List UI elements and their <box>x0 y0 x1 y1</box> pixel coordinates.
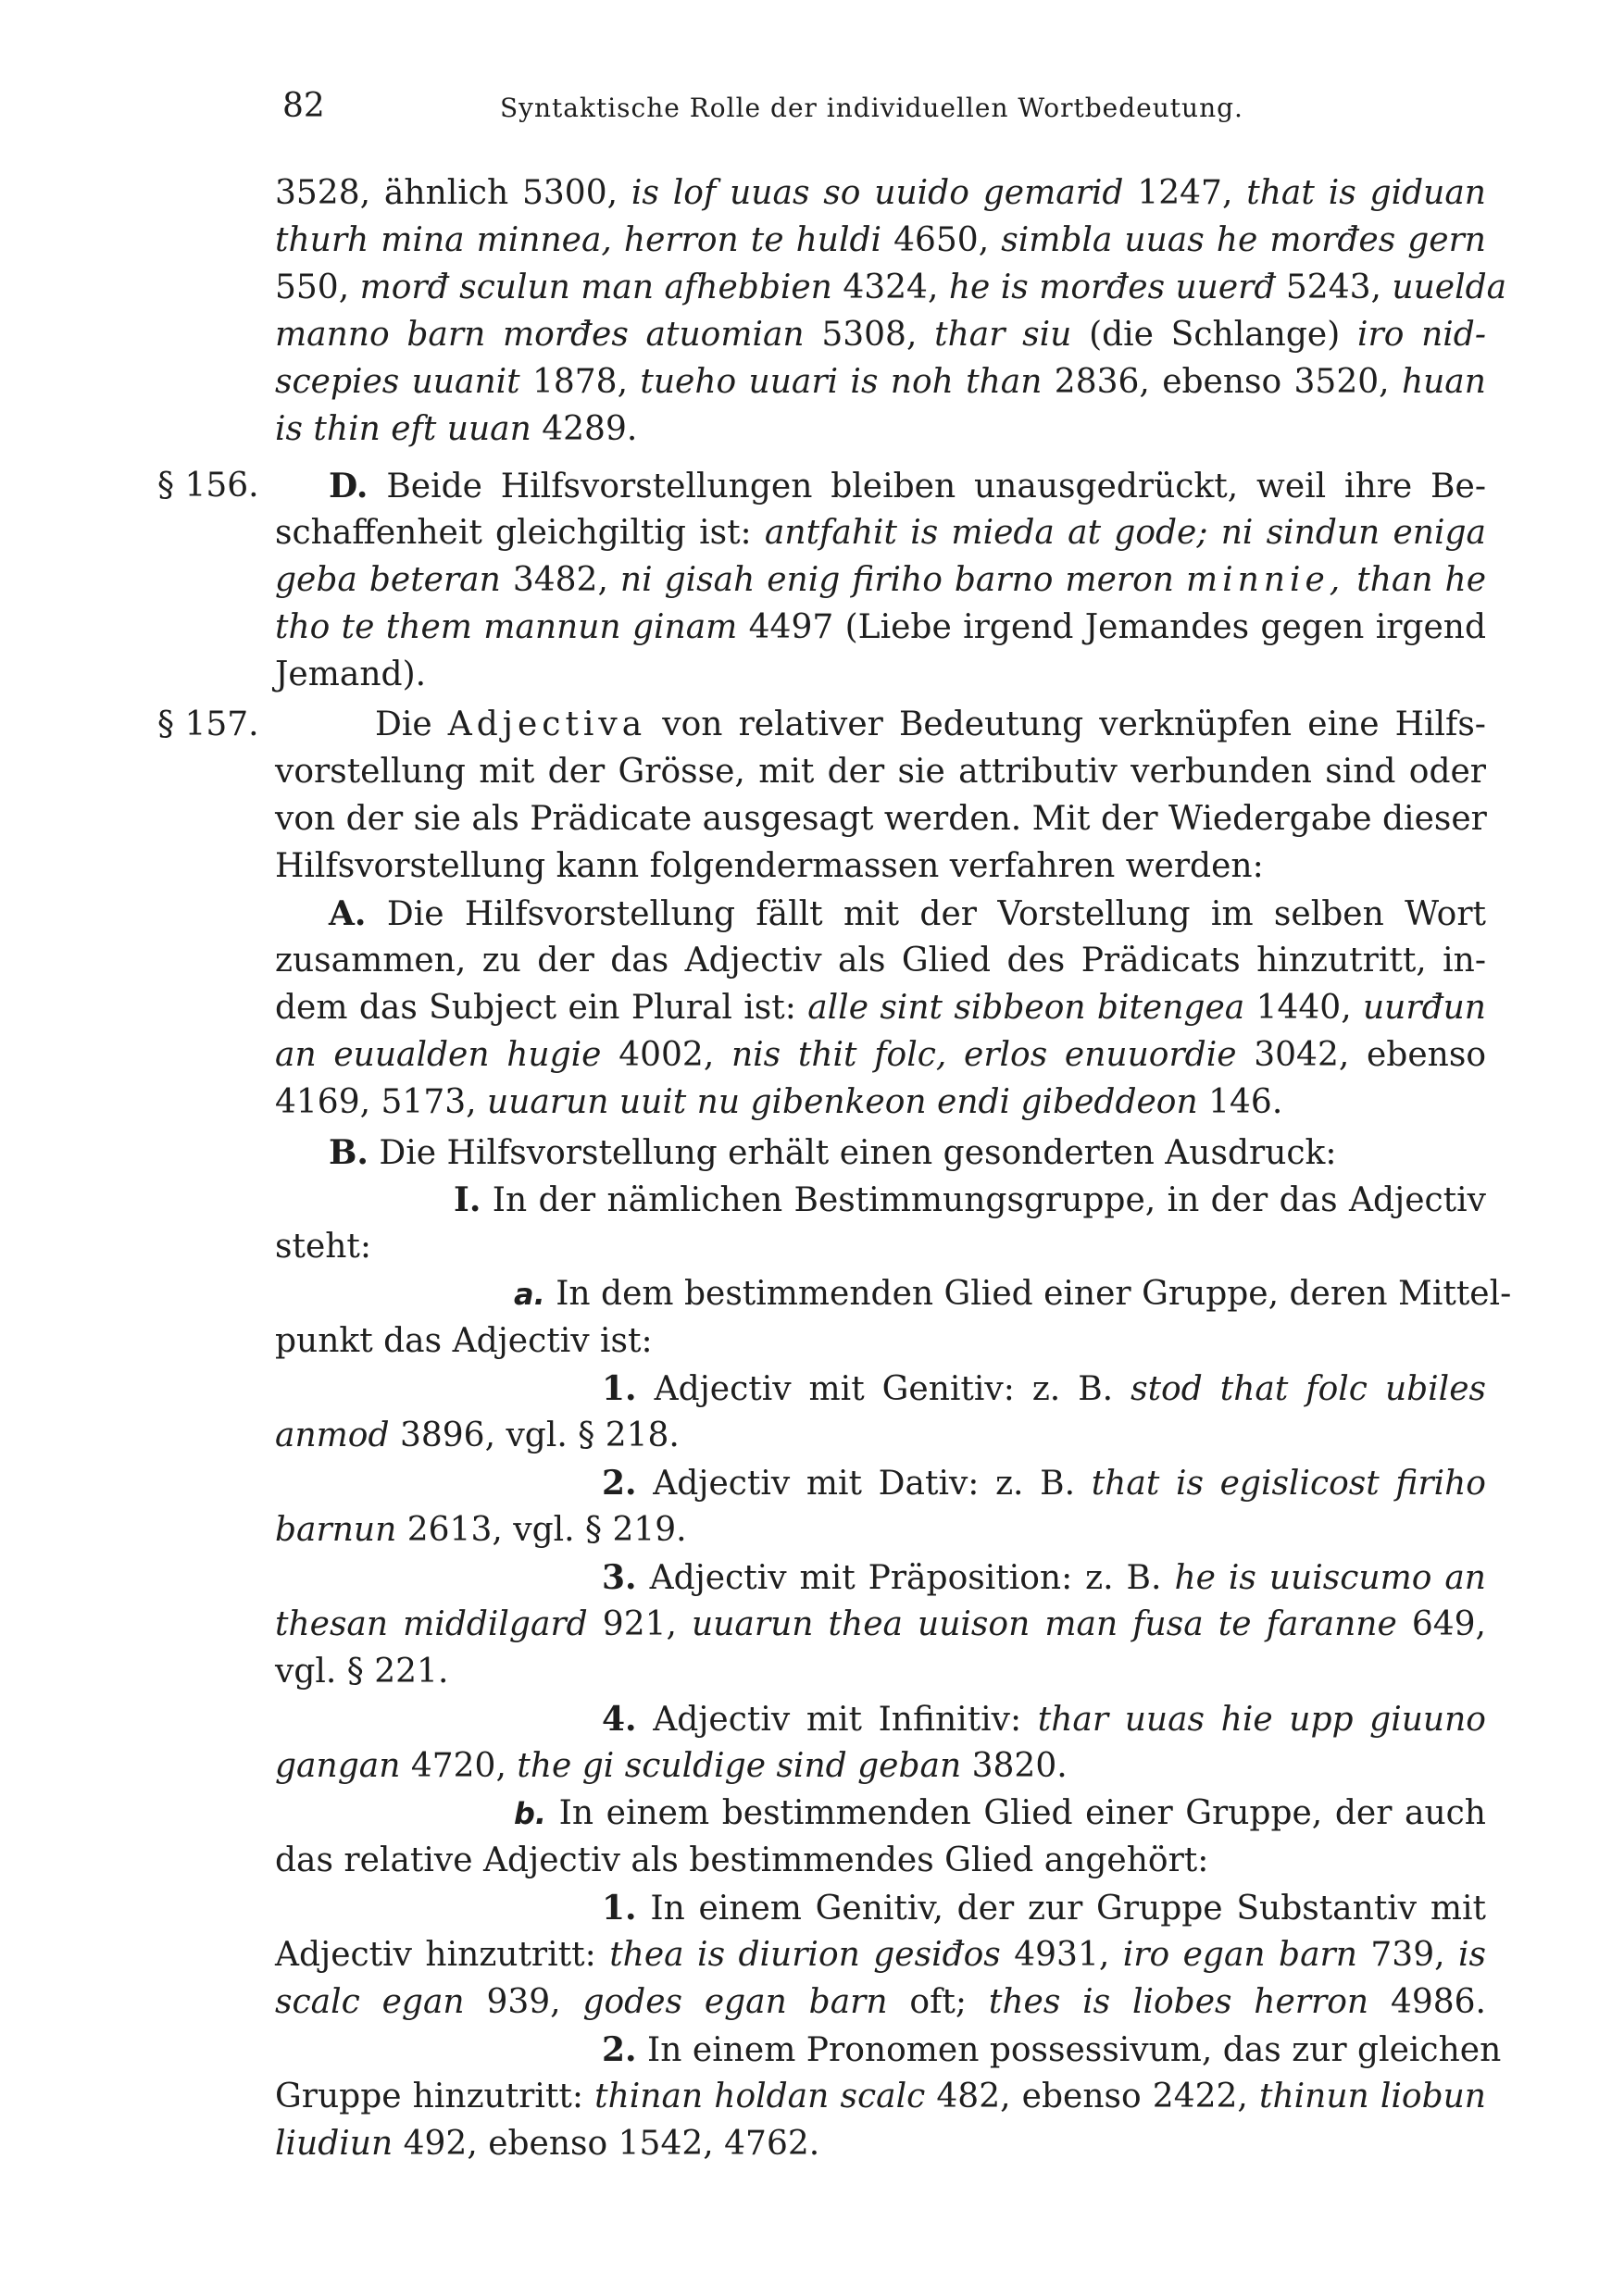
text-line: vgl. § 221. <box>275 1653 449 1691</box>
text-line: manno barn morđes atuomian 5308, thar siu (die Schlange) iro nid- <box>275 316 1486 354</box>
text-line: dem das Subject ein Plural ist: alle sint sibbeon bitengea 1440, uurđun <box>275 989 1486 1027</box>
label-D: D. <box>329 467 369 505</box>
text-line: A. Die Hilfsvorstellung fällt mit der Vorstellung im selben Wort <box>329 894 1487 933</box>
text-line: Hilfsvorstellung kann folgendermassen verfahren werden: <box>275 847 1264 885</box>
label-B: B. <box>329 1133 369 1172</box>
text-line: scepies uuanit 1878, tueho uuari is noh than 2836, ebenso 3520, huan <box>275 363 1486 401</box>
text-line: 3528, ähnlich 5300, is lof uuas so uuido gemarid 1247, that is giduan <box>275 174 1486 212</box>
running-title: Syntaktische Rolle der individuellen Wortbedeutung. <box>500 93 1243 123</box>
text-line: scalc egan 939, godes egan barn oft; thes is liobes herron 4986. <box>275 1983 1486 2021</box>
text-line: 4. Adjectiv mit Infinitiv: thar uuas hie upp giuuno <box>602 1700 1486 1739</box>
text-line: thesan middilgard 921, uuarun thea uuison man fusa te faranne 649, <box>275 1605 1486 1643</box>
text-line: liudiun 492, ebenso 1542, 4762. <box>275 2125 820 2163</box>
text-line: a. In dem bestimmenden Glied einer Gruppe, deren Mittel- <box>514 1275 1512 1313</box>
text-line: Adjectiv hinzutritt: thea is diurion gesiđos 4931, iro egan barn 739, is <box>275 1936 1486 1974</box>
text-line: Jemand). <box>275 655 427 693</box>
text-line: 4169, 5173, uuarun uuit nu gibenkeon endi gibeddeon 146. <box>275 1083 1283 1121</box>
text-line: 2. In einem Pronomen possessivum, das zur gleichen <box>602 2030 1502 2069</box>
text-line: geba beteran 3482, ni gisah enig firiho barno meron minnie, than he <box>275 561 1487 599</box>
section-marker-156: § 156. <box>157 467 259 505</box>
text-line: thurh mina minnea, herron te huldi 4650, simbla uuas he morđes gern <box>275 221 1486 259</box>
text-line: Gruppe hinzutritt: thinan holdan scalc 482, ebenso 2422, thinun liobun <box>275 2078 1486 2115</box>
label-A: A. <box>329 894 367 933</box>
page-number: 82 <box>282 87 325 125</box>
text-line: 3. Adjectiv mit Präposition: z. B. he is uuiscumo an <box>602 1558 1486 1597</box>
text-line: zusammen, zu der das Adjectiv als Glied des Prädicats hinzutritt, in- <box>275 942 1486 980</box>
text-line: D. Beide Hilfsvorstellungen bleiben unausgedrückt, weil ihre Be- <box>329 467 1486 505</box>
text-line: schaffenheit gleichgiltig ist: antfahit is mieda at gode; ni sindun eniga <box>275 514 1486 552</box>
text-line: anmod 3896, vgl. § 218. <box>275 1416 680 1454</box>
text-line: tho te them mannun ginam 4497 (Liebe irgend Jemandes gegen irgend <box>275 608 1486 646</box>
label-I: I. <box>454 1180 481 1219</box>
text-line: gangan 4720, the gi sculdige sind geban 3820. <box>275 1747 1068 1785</box>
text-line: 1. Adjectiv mit Genitiv: z. B. stod that folc ubiles <box>602 1369 1486 1408</box>
text-line: 1. In einem Genitiv, der zur Gruppe Substantiv mit <box>602 1889 1486 1928</box>
text-line: Die Adjectiva von relativer Bedeutung verknüpfen eine Hilfs- <box>375 705 1486 743</box>
label-a: a. <box>514 1277 545 1312</box>
text-line: von der sie als Prädicate ausgesagt werden. Mit der Wiedergabe dieser <box>275 800 1487 838</box>
text-line: 2. Adjectiv mit Dativ: z. B. that is egislicost firiho <box>602 1464 1486 1503</box>
text-line: is thin eft uuan 4289. <box>275 410 638 448</box>
section-marker-157: § 157. <box>157 705 259 743</box>
text-line: barnun 2613, vgl. § 219. <box>275 1511 687 1549</box>
text-line: 550, morđ sculun man afhebbien 4324, he is morđes uuerđ 5243, uuelda <box>275 268 1507 306</box>
text-line: das relative Adjectiv als bestimmendes Glied angehört: <box>275 1841 1209 1879</box>
text-line: steht: <box>275 1228 372 1266</box>
text-line: punkt das Adjectiv ist: <box>275 1322 653 1360</box>
text-line: I. In der nämlichen Bestimmungsgruppe, in der das Adjectiv <box>454 1180 1486 1219</box>
text-line: vorstellung mit der Grösse, mit der sie attributiv verbunden sind oder <box>275 753 1486 791</box>
text-line: b. In einem bestimmenden Glied einer Gruppe, der auch <box>514 1794 1486 1832</box>
label-b: b. <box>514 1796 547 1831</box>
text-line: an euualden hugie 4002, nis thit folc, erlos enuuordie 3042, ebenso <box>275 1036 1486 1074</box>
text-line: B. Die Hilfsvorstellung erhält einen gesonderten Ausdruck: <box>329 1133 1337 1172</box>
